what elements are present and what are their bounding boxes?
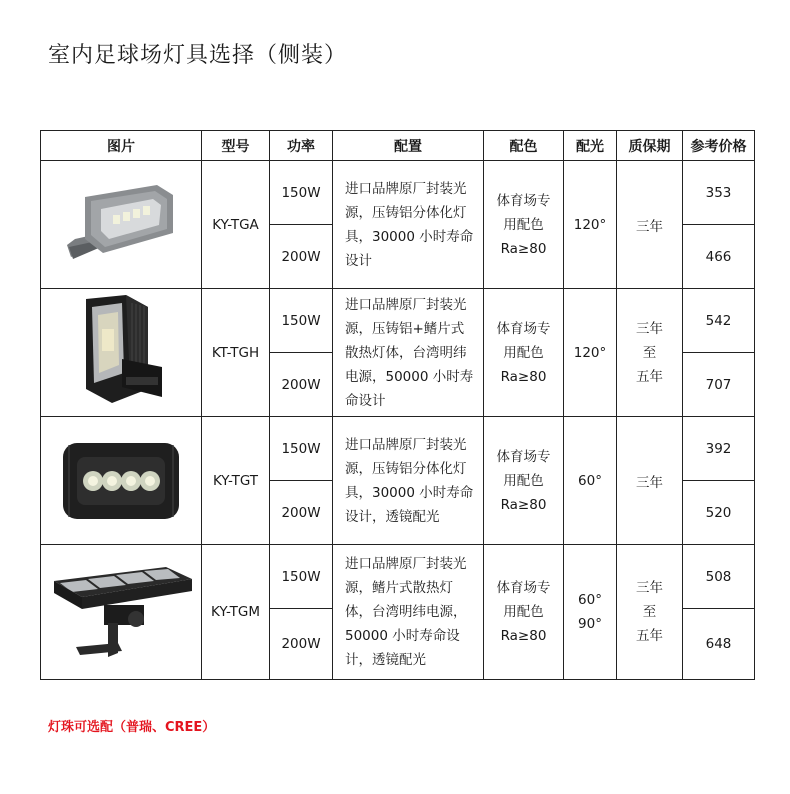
beam-cell: 120° — [564, 161, 617, 289]
table-row — [41, 417, 755, 481]
header-power: 功率 — [270, 131, 333, 161]
config-cell: 进口品牌原厂封装光 源，压铸铝分体化灯 具，30000 小时寿命 设计，透镜配光 — [333, 417, 484, 545]
model-cell: KT-TGH — [202, 289, 270, 417]
power-cell: 150W — [270, 289, 333, 353]
power-cell: 200W — [270, 609, 333, 680]
power-cell: 200W — [270, 481, 333, 545]
warranty-cell: 三年 至 五年 — [617, 289, 683, 417]
header-price: 参考价格 — [683, 131, 755, 161]
power-cell: 150W — [270, 161, 333, 225]
beam-cell: 120° — [564, 289, 617, 417]
beam-cell: 60° 90° — [564, 545, 617, 680]
model-cell: KY-TGM — [202, 545, 270, 680]
color-cell: 体育场专 用配色 Ra≥80 — [484, 417, 564, 545]
header-warranty: 质保期 — [617, 131, 683, 161]
power-cell: 150W — [270, 417, 333, 481]
price-cell: 508 — [683, 545, 755, 609]
table-row — [41, 289, 755, 353]
price-cell: 520 — [683, 481, 755, 545]
power-cell: 200W — [270, 353, 333, 417]
config-cell: 进口品牌原厂封装光 源，压铸铝+鳍片式 散热灯体，台湾明纬 电源，50000 小时寿 命设计 — [333, 289, 484, 417]
price-cell: 392 — [683, 417, 755, 481]
color-cell: 体育场专 用配色 Ra≥80 — [484, 545, 564, 680]
floodlight-tgh-icon — [66, 293, 176, 413]
product-image-cell — [41, 417, 202, 545]
product-image-cell — [41, 545, 202, 680]
header-beam: 配光 — [564, 131, 617, 161]
color-cell: 体育场专 用配色 Ra≥80 — [484, 289, 564, 417]
color-cell: 体育场专 用配色 Ra≥80 — [484, 161, 564, 289]
config-cell: 进口品牌原厂封装光 源，鳍片式散热灯 体，台湾明纬电源， 50000 小时寿命设 计，透镜配光 — [333, 545, 484, 680]
product-table — [40, 130, 755, 680]
table-row — [41, 161, 755, 225]
floodlight-tga-icon — [61, 179, 181, 271]
page-title: 室内足球场灯具选择（侧装） — [48, 43, 348, 68]
model-cell: KY-TGA — [202, 161, 270, 289]
header-config: 配置 — [333, 131, 484, 161]
header-color: 配色 — [484, 131, 564, 161]
price-cell: 707 — [683, 353, 755, 417]
power-cell: 150W — [270, 545, 333, 609]
table-header-row — [41, 131, 755, 161]
price-cell: 542 — [683, 289, 755, 353]
config-cell: 进口品牌原厂封装光 源，压铸铝分体化灯 具，30000 小时寿命 设计 — [333, 161, 484, 289]
floodlight-tgm-icon — [46, 557, 196, 667]
floodlight-tgt-icon — [59, 439, 183, 523]
price-cell: 353 — [683, 161, 755, 225]
header-image: 图片 — [41, 131, 202, 161]
power-cell: 200W — [270, 225, 333, 289]
product-image-cell — [41, 289, 202, 417]
warranty-cell: 三年 — [617, 417, 683, 545]
warranty-cell: 三年 至 五年 — [617, 545, 683, 680]
price-cell: 466 — [683, 225, 755, 289]
table-row — [41, 545, 755, 609]
warranty-cell: 三年 — [617, 161, 683, 289]
price-cell: 648 — [683, 609, 755, 680]
footnote: 灯珠可选配（普瑞、CREE） — [48, 720, 216, 735]
beam-cell: 60° — [564, 417, 617, 545]
model-cell: KY-TGT — [202, 417, 270, 545]
product-image-cell — [41, 161, 202, 289]
header-model: 型号 — [202, 131, 270, 161]
